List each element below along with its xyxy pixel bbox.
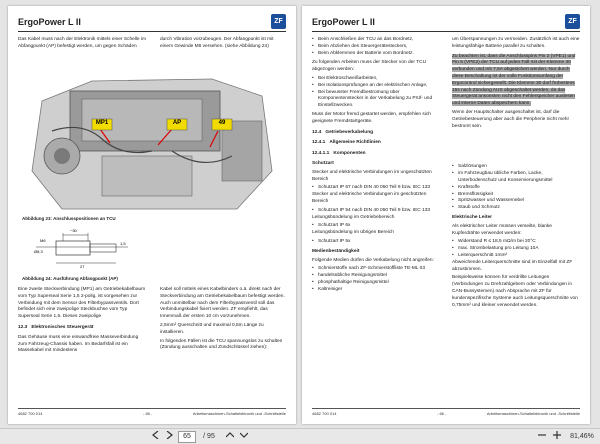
fremdstart-paragraph: Muss der Motor fremd gestartet werden, empfehlen sich geeignete Fremdstartgeräte.	[312, 111, 431, 124]
list-item: • max. Strombelastung pro Leitung 10A	[452, 246, 580, 253]
page-number-input[interactable]: 65	[178, 431, 196, 443]
left-column-text	[18, 287, 146, 357]
mp1-paragraph: Eine zweite Steckverbindung (MP1) am Getriebekabelbaum vom Typ Superseal Serie 1,5 2-polig, ist vorgesehen zur Verbindung mit dem Sensor des Filterbypassventils. Dort befindet sich eine zweipolige Steckbuchse vom Typ Superseal Serie 1,5. Dieses zweipolige	[18, 287, 146, 320]
last-page-button[interactable]	[238, 431, 250, 443]
dim-m6: M6	[40, 238, 46, 243]
section-title: Komponenten	[333, 151, 366, 157]
medien-heading: Medienbeständigkeit	[312, 248, 360, 254]
page-title: ErgoPower L II	[312, 17, 375, 27]
leiter-list	[452, 239, 580, 259]
list-item: • im Fahrzeugbau übliche Farben, Lacke, Unterbodenschutz und Konservierungsmittel	[452, 171, 580, 185]
medien-list-cont	[452, 164, 580, 212]
list-item: • handelsübliche Reinigungsmittel	[312, 273, 440, 280]
callout-49-label: 49	[218, 120, 226, 126]
intro-right	[160, 37, 286, 53]
chevron-down-icon	[240, 431, 248, 439]
footer-title: Arbeitsmaschinen-Schaltelektronik und -Schnittstelle	[192, 411, 286, 416]
figure-ap-drawing	[28, 227, 138, 273]
gehaeuse-paragraph: Das Gehäuse muss eine einwandfreie Masseverbindung zum Fahrzeug-Chassis haben. Im Bedarfsfall ist ein Massekabel mit mindestens	[18, 334, 139, 354]
intro-left-text: Das Kabel muss nach der Elektronik mittels einer Schelle im Abfangpunkt (AP) befestigt werden, um gegen Schäden	[18, 37, 146, 49]
list-item: • Bei Elektroschweißarbeiten,	[312, 76, 440, 83]
section-number: 12.4	[312, 129, 322, 135]
list-item: • Widerstand R ≤ 18,5 mΩ/m bei 20°C	[452, 239, 580, 246]
zf-logo: ZF	[565, 14, 580, 29]
dim-1-5: 1,5	[120, 241, 126, 246]
section-title: Getriebeverkabelung	[325, 129, 374, 135]
leiter-paragraph: Als elektrischer Leiter müssen verseilte, blanke Kupferdrähte verwendet werden:	[452, 223, 552, 236]
section-12-4-1	[312, 140, 440, 147]
zoom-in-button[interactable]	[550, 431, 564, 443]
left-column-2-text	[160, 287, 286, 354]
callout-ap-label: AP	[172, 120, 182, 126]
list-item: • Bei bewusster Fremdbestromung über Komponentenstecker in der Verkabelung zu Prüf- und Einstellzwecken.	[312, 90, 440, 110]
section-title: Elektronisches Steuergerät	[31, 324, 94, 330]
leitung-getriebe: Leitungsbündelung im Getriebebereich	[312, 214, 395, 220]
section-title: Allgemeine Richtlinien	[329, 140, 381, 146]
dim-30: ~30	[70, 228, 77, 233]
viewer-toolbar	[0, 428, 600, 444]
list-item: • Schutzart IP 6x	[312, 223, 440, 230]
section-12-3	[18, 325, 146, 332]
footer-title: Arbeitsmaschinen-Schaltelektronik und -Schnittstelle	[486, 411, 580, 416]
dim-27: 27	[80, 264, 85, 269]
zoom-out-button[interactable]	[535, 431, 549, 443]
intro-left	[18, 37, 146, 53]
bullets-top	[312, 37, 440, 57]
figure-tcu-photo	[22, 61, 284, 213]
highlighted-note: Zu beachten ist, dass die Anschlusspins Pin 2 (VPE1) und Pin 5 (VPE2) der TCU auf jeden Fall mit der Klemme 30 verbunden und mit 7,5A abgesichert werden. Nur durch diese Beschaltung ist der volle Funktionsumfang der Ergocontrol sichergestellt. Die Klemme 30 darf frühestens 15s nach Zündung AUS abgeschaltet werden, da das Steuergerät ansonsten nicht den Fehlerspeicher auslesen und interne Daten abspeichern kann.	[452, 53, 576, 107]
page-66	[302, 6, 590, 424]
footer-pagenumber: - 65 -	[143, 411, 153, 416]
list-item: • Beim Anschließen der TCU an das Bordnetz,	[312, 37, 440, 44]
list-item: • Kaltreiniger	[312, 287, 440, 294]
arrow-left-icon	[152, 431, 160, 439]
zf-logo: ZF	[271, 14, 286, 29]
list-item: • phosphathaltige Reinigungsmittel	[312, 280, 440, 287]
querschnitt-paragraph: Abweichende Leiterquerschnitte sind im Einzelfall mit ZF abzustimmen.	[452, 259, 573, 272]
beispiel-paragraph: Beispielsweise können für verdrillte Leitungen (Verbindungen zu Drehzahlgebern oder Verbindungen in CAN-Bussystemen) nach Absprache mit ZF für kundenspezifische Systeme auch Leitungsquerschnitte von 0,75mm² und kleiner verwendet werden.	[452, 275, 578, 308]
next-page-button[interactable]	[163, 431, 175, 443]
list-item: • Kraftstoffe	[452, 185, 580, 192]
hauptschalter-paragraph: Wenn der Hauptschalter ausgeschaltet ist, darf die Getriebesteuerung aber auch die Peripherie nicht mehr bestromt sein.	[452, 109, 570, 129]
page-total: / 95	[203, 433, 215, 440]
prev-page-button[interactable]	[150, 431, 162, 443]
list-item: • Schutzart IP 5x	[312, 239, 440, 246]
list-item: • Beim Abziehen des Steuergerätesteckers,	[312, 44, 440, 51]
page-title: ErgoPower L II	[18, 17, 81, 27]
right-column-1	[312, 37, 440, 294]
stecker-paragraph: Zu folgenden Arbeiten muss der Stecker von der TCU abgezogen werden:	[312, 60, 427, 73]
page-footer	[18, 408, 286, 418]
leiter-heading: Elektrische Leiter	[452, 214, 492, 220]
medien-paragraph: Folgende Medien dürfen die Verkabelung nicht angreifen:	[312, 257, 434, 263]
intro-right-text: durch Vibration vorzubeugen. Der Abfangpunkt ist mit einem Gewinde M6 versehen. (siehe Abbildung 24)	[160, 37, 274, 49]
schutzart-p2: Stecker und elektrische Verbindungen im geschützten Bereich	[312, 192, 427, 204]
schutzart-p1: Stecker und elektrische Verbindungen im ungeschützten Bereich	[312, 169, 432, 182]
section-12-4	[312, 130, 440, 137]
list-item: • Leiterquerschnitt 1mm²	[452, 253, 580, 260]
list-item: • Beim Abklemmen der Batterie vom Bordnetz.	[312, 51, 440, 58]
figure-24-caption: Abbildung 24: Ausführung Abfangpunkt (AP)	[22, 276, 118, 281]
page-65	[8, 6, 296, 424]
ueberspannung-paragraph: um Überspannungen zu vermeiden. Zusätzlich ist auch eine leistungsfähige Batterie parallel zu schalten.	[452, 37, 580, 49]
callout-mp1-label: MP1	[95, 120, 109, 126]
kabelbinder-paragraph: Kabel soll mittels eines Kabelbinders o.ä. direkt nach der Steckverbindung am Getriebekabelbaum befestigt werden. Auch unmittelbar nach dem Filterbypassventil soll das Verbindungskabel fixiert werden. ZF empfiehlt, das Innenmaß der ersten 10 cm vorzunehmen.	[160, 287, 285, 320]
first-page-button[interactable]	[224, 431, 236, 443]
section-number: 12.4.1	[312, 140, 326, 146]
plus-icon	[553, 431, 561, 439]
list-item: • Bremsflüssigkeit	[452, 192, 580, 199]
list-item: • Schmierstoffe nach ZF-Schmierstoffliste TE-ML 03	[312, 266, 440, 273]
section-number: 12.3	[18, 324, 28, 330]
page-footer	[312, 408, 580, 418]
list-item: • Spritzwasser und Wassernebel	[452, 198, 580, 205]
medien-list	[312, 266, 440, 293]
list-item: • Schutzart IP 54 nach DIN 40 050 Teil 9 bzw. IEC 133	[312, 208, 440, 215]
footer-docnumber: 4682 700 014	[18, 411, 43, 416]
minus-icon	[538, 431, 546, 439]
figure-23-caption: Abbildung 23: Anschlusspositionen an TCU	[22, 216, 116, 221]
spannungslos-paragraph: In folgenden Fällen ist die TCU spannungslos zu schalten (Zündung ausschalten und Zündschlüssel ziehen):	[160, 338, 283, 351]
list-item: • Staub und Schmutz	[452, 205, 580, 212]
footer-docnumber: 4682 700 014	[312, 411, 337, 416]
list-item: • Salzlösungen	[452, 164, 580, 171]
tcu-engine-illustration	[22, 61, 284, 213]
massekabel-paragraph: 2,5mm² Querschnitt und maximal 0,5m Länge zu installieren.	[160, 322, 264, 335]
leitung-uebrig: Leitungsbündelung im übrigen Bereich	[312, 230, 394, 236]
chevron-up-icon	[226, 431, 234, 439]
right-column-2	[452, 37, 580, 311]
section-12-4-1-1	[312, 151, 440, 158]
schutzart-heading: Schutzart	[312, 160, 334, 166]
page-header	[312, 16, 580, 32]
bullets-mid	[312, 76, 440, 110]
page-header	[18, 16, 286, 32]
list-item: • Bei Isolationsprüfungen an der elektrischen Anlage,	[312, 83, 440, 90]
dim-d83: Ø8,3	[34, 249, 43, 254]
footer-pagenumber: - 66 -	[437, 411, 447, 416]
arrow-right-icon	[165, 431, 173, 439]
list-item: • Schutzart IP 67 nach DIN 40 050 Teil 9 bzw. IEC 133	[312, 185, 440, 192]
section-number: 12.4.1.1	[312, 151, 330, 157]
zoom-level[interactable]: 81,46%	[570, 433, 594, 440]
